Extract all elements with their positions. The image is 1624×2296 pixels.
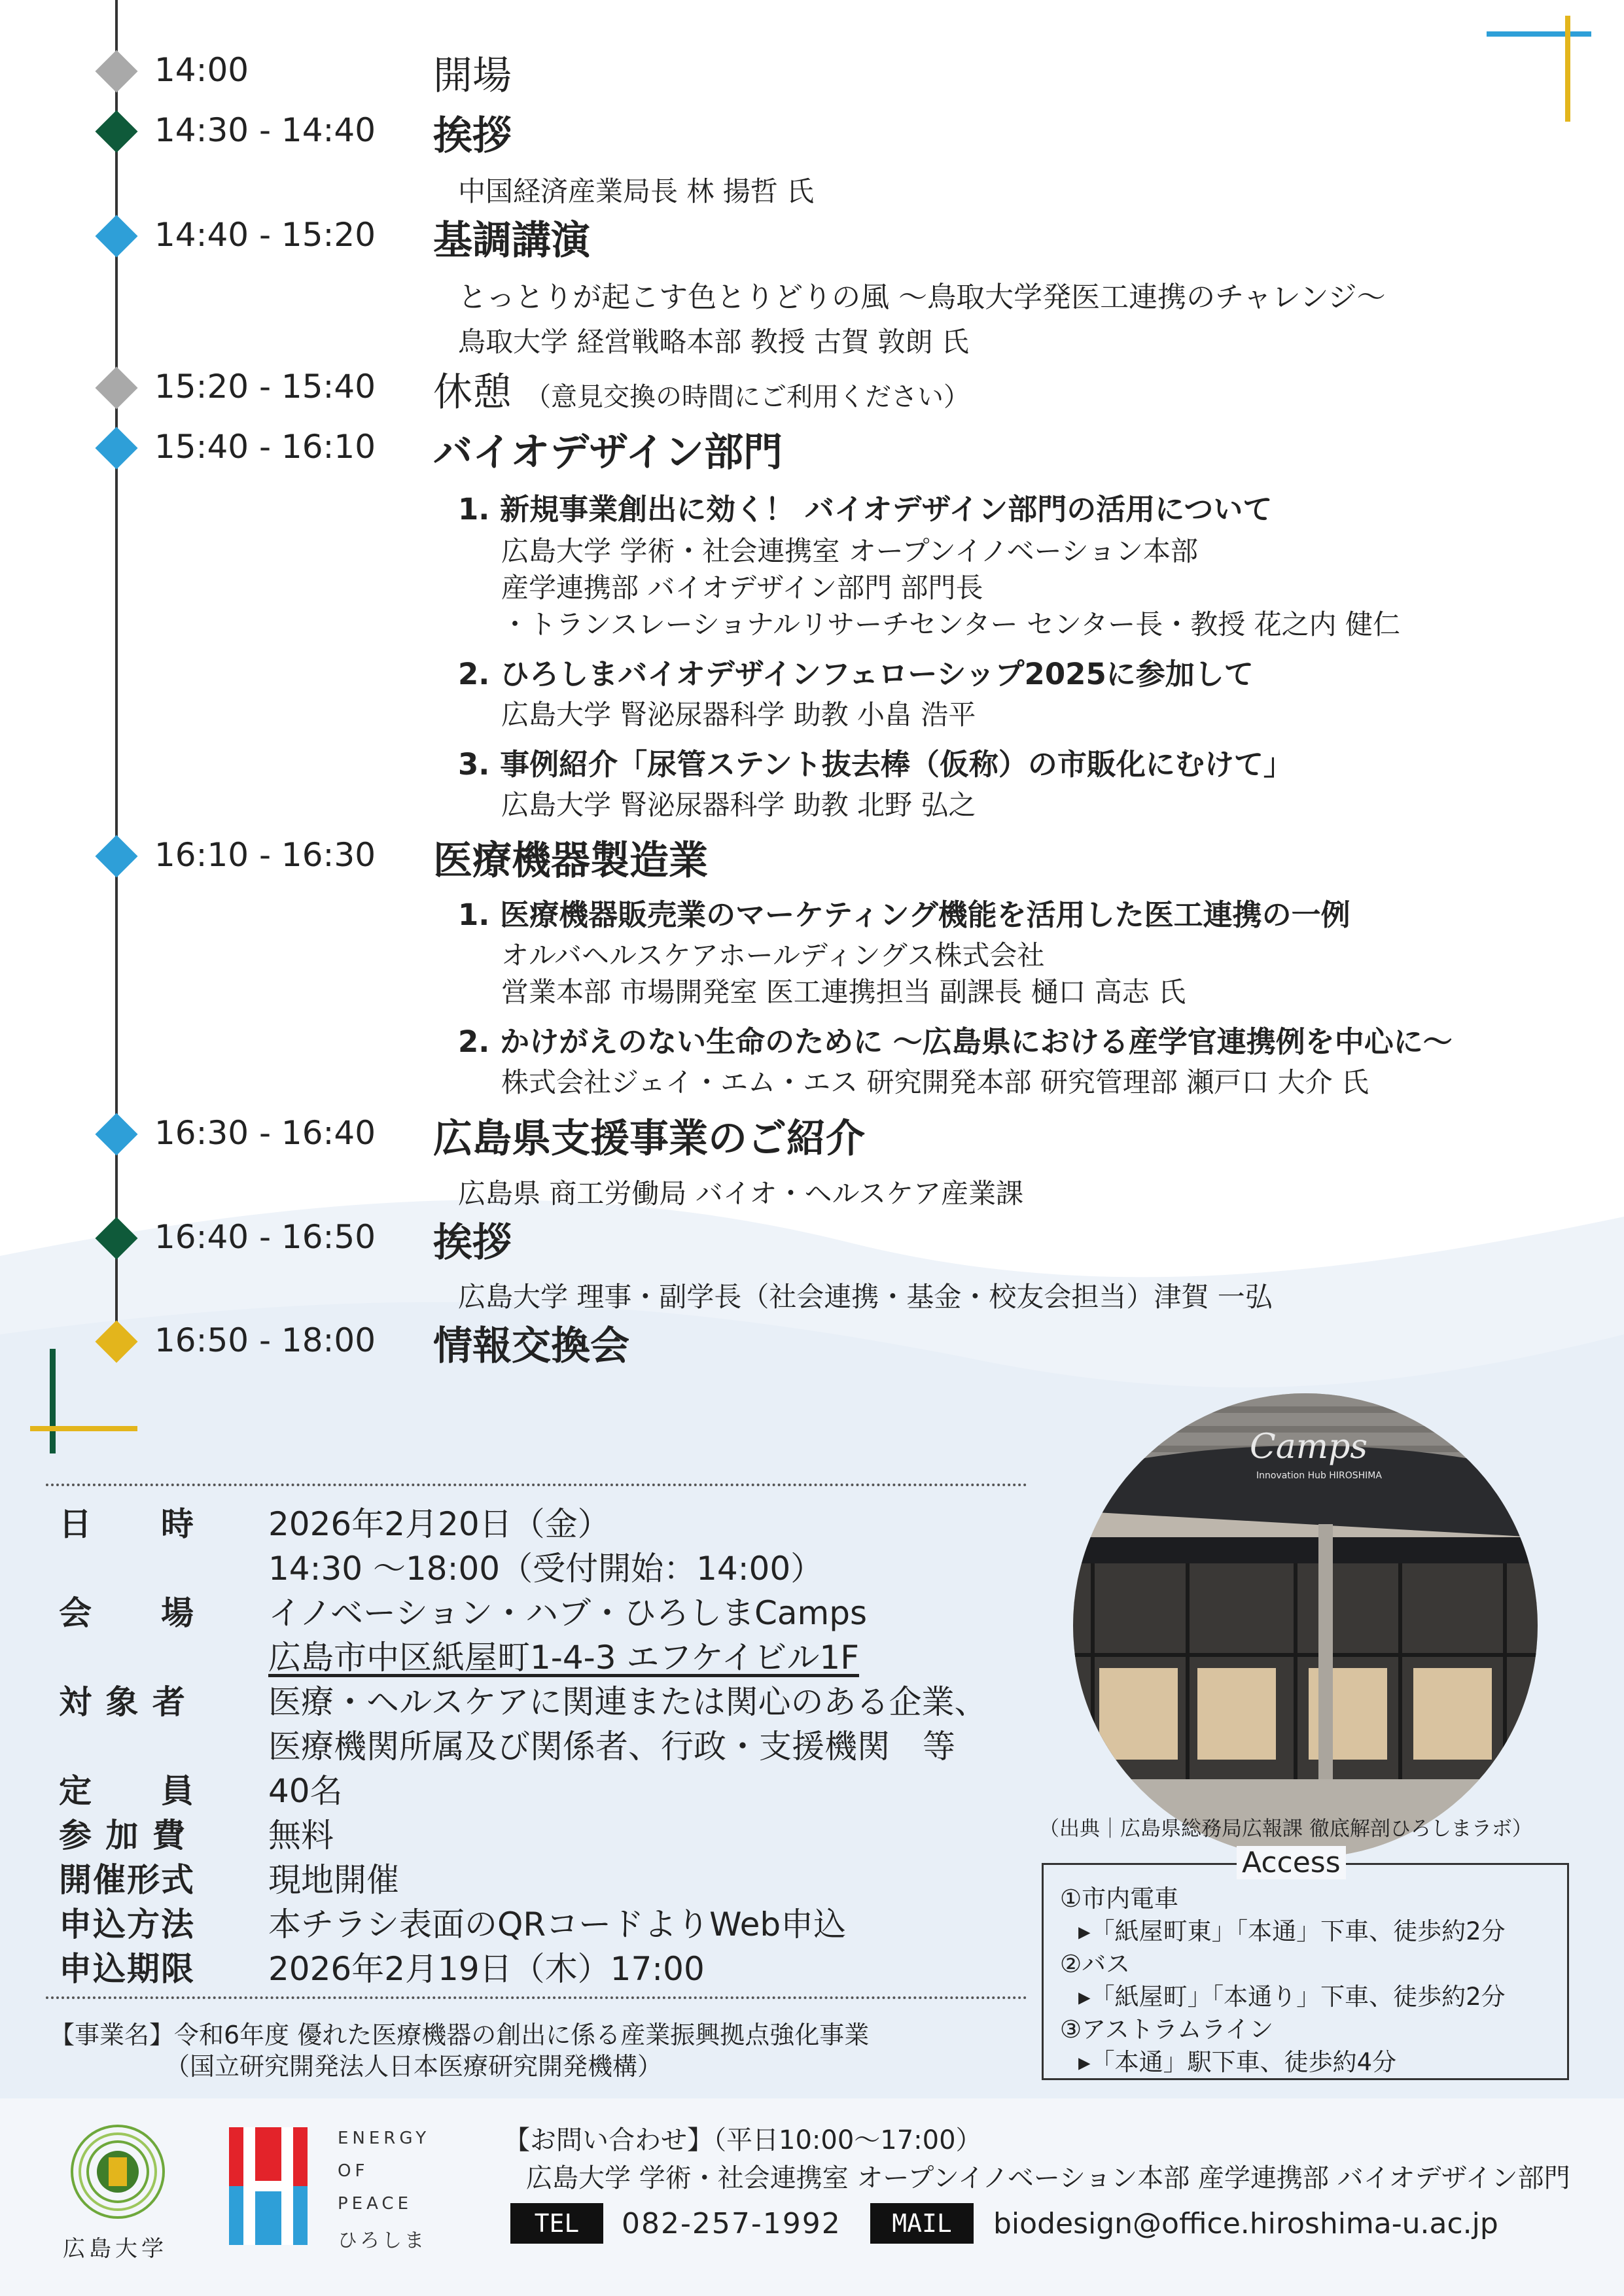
inquiry-heading: 【お問い合わせ】（平日10:00〜17:00） bbox=[504, 2125, 982, 2155]
manufacturing-talk1-title: 1. 医療機器販売業のマーケティング機能を活用した医工連携の一例 bbox=[458, 897, 1350, 932]
schedule-title bbox=[433, 361, 970, 417]
schedule-title bbox=[433, 44, 512, 101]
info-label: 開催形式 bbox=[59, 1861, 195, 1899]
keynote-speaker: 鳥取大学 経営戦略本部 教授 古賀 敦朗 氏 bbox=[458, 326, 969, 358]
greeting-speaker: 中国経済産業局長 林 揚哲 氏 bbox=[458, 175, 815, 207]
manufacturing-talk2-line: 株式会社ジェイ・エム・エス 研究開発本部 研究管理部 瀬戸口 大介 氏 bbox=[501, 1066, 1369, 1098]
schedule-title-text: 開場 bbox=[433, 53, 512, 99]
mail-label: MAIL bbox=[870, 2203, 974, 2244]
corner-accent-top-right-vertical bbox=[1565, 16, 1570, 122]
corner-accent-left-horizontal bbox=[30, 1426, 137, 1431]
tel-label: TEL bbox=[510, 2203, 603, 2244]
venue-address-link[interactable]: 広島市中区紙屋町1-4-3 エフケイビル1F bbox=[268, 1639, 859, 1677]
biodesign-talk1-line: 産学連携部 バイオデザイン部門 部門長 bbox=[501, 572, 983, 604]
timeline-diamond-icon bbox=[95, 215, 137, 257]
info-value: 現地開催 bbox=[268, 1861, 399, 1899]
schedule-time: 14:40 - 15:20 bbox=[154, 216, 376, 254]
info-label: 定 員 bbox=[59, 1772, 195, 1810]
info-value: 14:30 〜18:00（受付開始：14:00） bbox=[268, 1550, 824, 1588]
info-label: 会 場 bbox=[59, 1594, 195, 1632]
info-label: 日 時 bbox=[59, 1505, 195, 1543]
info-divider-top bbox=[46, 1484, 1027, 1486]
manufacturing-talk1-line: 営業本部 市場開発室 医工連携担当 副課長 樋口 高志 氏 bbox=[501, 976, 1186, 1008]
info-value: 医療・ヘルスケアに関連または関心のある企業、 bbox=[268, 1683, 987, 1721]
project-name: 【事業名】令和6年度 優れた医療機器の創出に係る産業振興拠点強化事業 bbox=[50, 2021, 870, 2049]
timeline-diamond-icon bbox=[95, 1113, 137, 1155]
access-line: ▸「紙屋町」「本通り」下車、徒歩約2分 bbox=[1078, 1983, 1506, 2011]
schedule-time: 14:00 bbox=[154, 51, 249, 89]
info-value: 2026年2月20日（金） bbox=[268, 1505, 610, 1543]
schedule-title-text: 情報交換会 bbox=[433, 1323, 629, 1369]
project-org: （国立研究開発法人日本医療研究開発機構） bbox=[165, 2052, 663, 2081]
venue-sign: Camps bbox=[1250, 1427, 1368, 1467]
hiroshima-university-logo-icon bbox=[65, 2119, 170, 2224]
photo-credit: （出典｜広島県総務局広報課 徹底解剖ひろしまラボ） bbox=[1039, 1817, 1532, 1841]
access-line: ①市内電車 bbox=[1060, 1885, 1179, 1913]
timeline-diamond-icon bbox=[95, 426, 137, 469]
eop-text: OF bbox=[338, 2161, 369, 2181]
info-value: 40名 bbox=[268, 1772, 343, 1810]
schedule-title bbox=[433, 1315, 629, 1371]
biodesign-talk2-title: 2. ひろしまバイオデザインフェローシップ2025に参加して bbox=[458, 657, 1254, 691]
biodesign-talk1-line: 広島大学 学術・社会連携室 オープンイノベーション本部 bbox=[501, 535, 1198, 567]
schedule-title bbox=[433, 105, 512, 161]
info-value: 医療機関所属及び関係者、行政・支援機関 等 bbox=[268, 1728, 955, 1765]
schedule-time: 16:10 - 16:30 bbox=[154, 836, 376, 874]
info-label: 参 加 費 bbox=[59, 1817, 186, 1854]
eop-text: PEACE bbox=[338, 2194, 413, 2214]
inquiry-department: 広島大学 学術・社会連携室 オープンイノベーション本部 産学連携部 バイオデザイン部門 bbox=[526, 2163, 1570, 2193]
timeline-diamond-icon bbox=[95, 50, 137, 92]
tel-number[interactable]: 082-257-1992 bbox=[622, 2207, 841, 2240]
schedule-title-text: 医療機器製造業 bbox=[433, 838, 708, 884]
manufacturing-talk2-title: 2. かけがえのない生命のために 〜広島県における産学官連携例を中心に〜 bbox=[458, 1024, 1453, 1059]
venue-sign-sub: Innovation Hub HIROSHIMA bbox=[1256, 1470, 1382, 1481]
info-label: 申込方法 bbox=[59, 1905, 195, 1943]
timeline-diamond-icon bbox=[95, 110, 137, 152]
schedule-time: 16:50 - 18:00 bbox=[154, 1321, 376, 1359]
keynote-title: とっとりが起こす色とりどりの風 〜鳥取大学発医工連携のチャレンジ〜 bbox=[458, 281, 1386, 314]
eop-text: ひろしま bbox=[338, 2229, 427, 2252]
access-line: ▸「紙屋町東」「本通」下車、徒歩約2分 bbox=[1078, 1917, 1506, 1945]
info-value: 本チラシ表面のQRコードよりWeb申込 bbox=[268, 1905, 847, 1943]
schedule-title bbox=[433, 209, 590, 266]
schedule-title bbox=[433, 1211, 512, 1268]
corner-accent-left-vertical bbox=[50, 1349, 56, 1453]
schedule-time: 14:30 - 14:40 bbox=[154, 111, 376, 149]
schedule-title-text: 休憩 bbox=[433, 370, 512, 415]
schedule-title-text: バイオデザイン部門 bbox=[433, 430, 783, 476]
timeline-diamond-icon bbox=[95, 835, 137, 877]
timeline-diamond-icon bbox=[95, 366, 137, 409]
schedule-title bbox=[433, 1107, 865, 1164]
schedule-title-text: 挨拶 bbox=[433, 113, 512, 159]
biodesign-talk1-title: 1. 新規事業創出に効く！ バイオデザイン部門の活用について bbox=[458, 492, 1273, 527]
schedule-note: （意見交換の時間にご利用ください） bbox=[525, 382, 970, 412]
venue-photo bbox=[1073, 1393, 1538, 1858]
info-divider-bottom bbox=[46, 1996, 1027, 1999]
mail-address[interactable]: biodesign@office.hiroshima-u.ac.jp bbox=[993, 2207, 1498, 2240]
hiroshima-university-name: 広島大学 bbox=[63, 2236, 168, 2262]
access-title: Access bbox=[1237, 1846, 1346, 1879]
schedule-title-text: 基調講演 bbox=[433, 218, 590, 264]
info-value: 2026年2月19日（木）17:00 bbox=[268, 1950, 705, 1988]
schedule-time: 15:20 - 15:40 bbox=[154, 368, 376, 406]
info-label: 対 象 者 bbox=[59, 1683, 186, 1721]
schedule-title bbox=[433, 829, 708, 886]
schedule-time: 15:40 - 16:10 bbox=[154, 428, 376, 466]
access-line: ②バス bbox=[1060, 1950, 1131, 1978]
biodesign-talk2-line: 広島大学 腎泌尿器科学 助教 小畠 浩平 bbox=[501, 699, 976, 731]
eop-text: ENERGY bbox=[338, 2129, 431, 2148]
biodesign-talk1-line: ・トランスレーショナルリサーチセンター センター長・教授 花之内 健仁 bbox=[501, 608, 1400, 640]
access-line: ③アストラムライン bbox=[1060, 2015, 1274, 2044]
manufacturing-talk1-line: オルバヘルスケアホールディングス株式会社 bbox=[501, 939, 1045, 971]
schedule-title-text: 挨拶 bbox=[433, 1220, 512, 1266]
support-line: 広島県 商工労働局 バイオ・ヘルスケア産業課 bbox=[458, 1177, 1024, 1209]
energy-of-peace-logo-icon bbox=[229, 2127, 308, 2245]
info-value: 無料 bbox=[268, 1817, 334, 1854]
schedule-title-text: 広島県支援事業のご紹介 bbox=[433, 1116, 865, 1162]
access-line: ▸「本通」駅下車、徒歩約4分 bbox=[1078, 2048, 1397, 2076]
info-value: イノベーション・ハブ・ひろしまCamps bbox=[268, 1594, 868, 1632]
closing-line: 広島大学 理事・副学長（社会連携・基金・校友会担当）津賀 一弘 bbox=[458, 1281, 1273, 1313]
schedule-title bbox=[433, 421, 783, 478]
schedule-time: 16:40 - 16:50 bbox=[154, 1218, 376, 1256]
corner-accent-top-right bbox=[1487, 31, 1591, 37]
info-label: 申込期限 bbox=[59, 1950, 195, 1988]
biodesign-talk3-line: 広島大学 腎泌尿器科学 助教 北野 弘之 bbox=[501, 789, 976, 821]
biodesign-talk3-title: 3. 事例紹介「尿管ステント抜去棒（仮称）の市販化にむけて」 bbox=[458, 747, 1293, 782]
schedule-time: 16:30 - 16:40 bbox=[154, 1114, 376, 1152]
